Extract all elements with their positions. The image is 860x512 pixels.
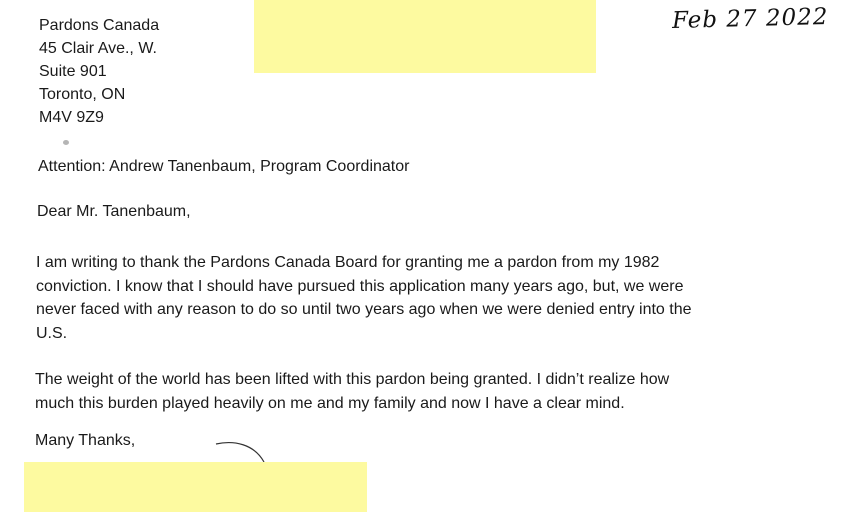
scan-speck bbox=[63, 140, 69, 145]
handwritten-date: Feb 27 2022 bbox=[671, 3, 829, 35]
address-line-2: 45 Clair Ave., W. bbox=[39, 40, 157, 57]
paragraph-1-line: conviction. I know that I should have pursued this application many years ago, but, we were bbox=[36, 277, 684, 295]
recipient-address bbox=[39, 14, 159, 129]
address-line-5: M4V 9Z9 bbox=[39, 109, 104, 126]
paragraph-1-line: U.S. bbox=[36, 324, 68, 342]
address-line-1: Pardons Canada bbox=[39, 17, 160, 34]
paragraph-2-line: much this burden played heavily on me and my family and now I have a clear mind. bbox=[35, 394, 625, 412]
address-line-4: Toronto, ON bbox=[39, 86, 126, 103]
redaction-block-signature bbox=[24, 462, 367, 512]
closing-line: Many Thanks, bbox=[35, 432, 136, 449]
paragraph-1-line: never faced with any reason to do so until two years ago when we were denied entry into the bbox=[36, 301, 692, 318]
attention-line: Attention: Andrew Tanenbaum, Program Coordinator bbox=[38, 158, 410, 175]
body-paragraph-1 bbox=[36, 251, 692, 345]
paragraph-1-line: I am writing to thank the Pardons Canada Board for granting me a pardon from my 1982 bbox=[36, 254, 660, 271]
salutation: Dear Mr. Tanenbaum, bbox=[37, 203, 191, 220]
address-line-3: Suite 901 bbox=[39, 63, 107, 80]
body-paragraph-2 bbox=[35, 368, 669, 415]
redaction-block-top bbox=[254, 0, 596, 73]
paragraph-2-line: The weight of the world has been lifted with this pardon being granted. I didn’t realize how bbox=[35, 371, 670, 388]
